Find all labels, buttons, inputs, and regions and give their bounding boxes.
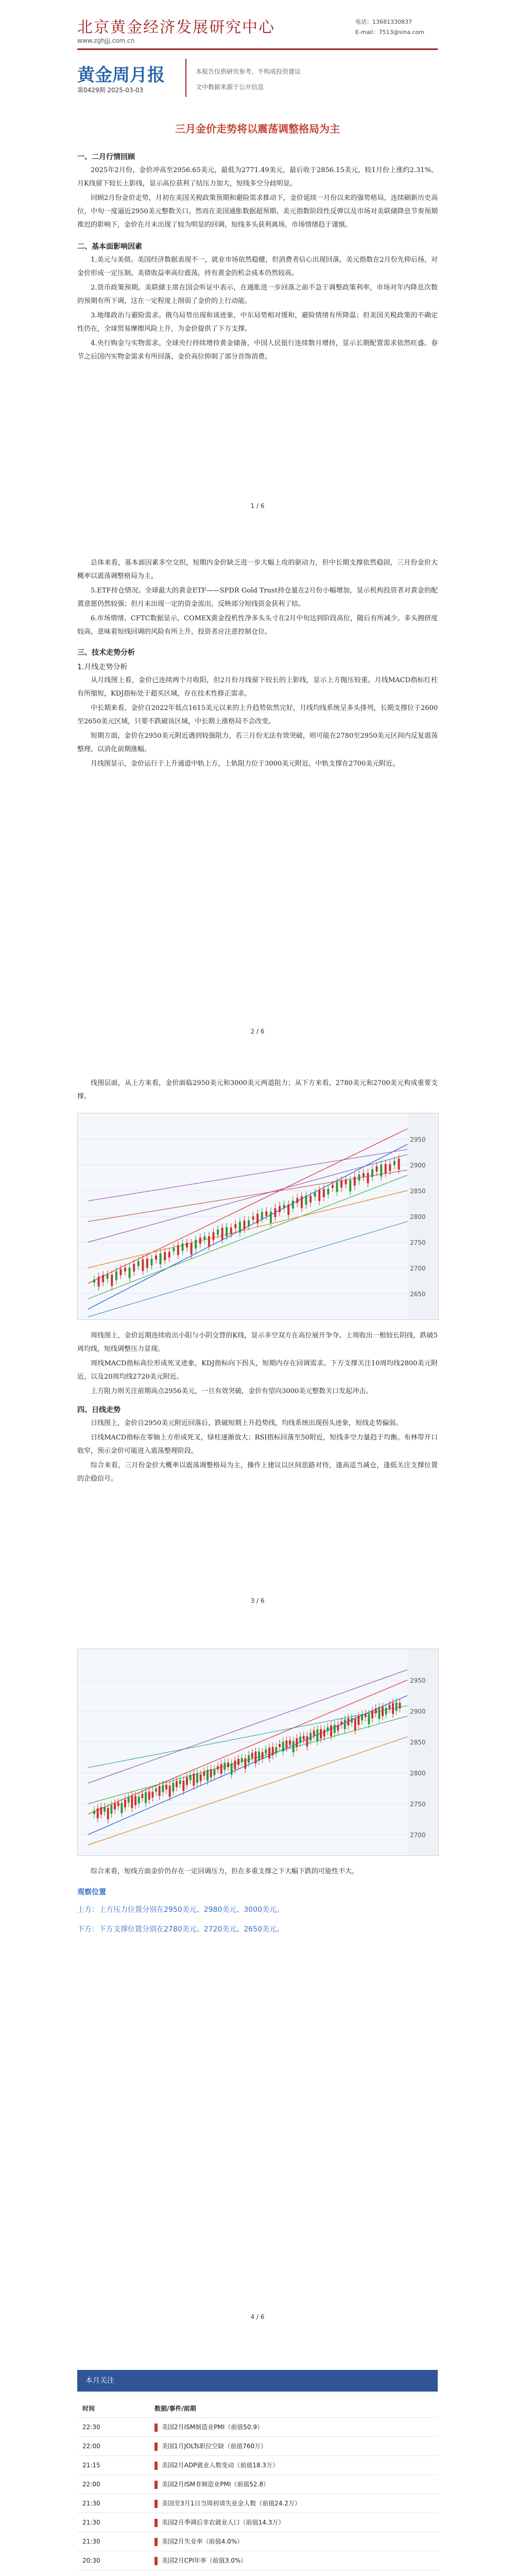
candle-body [230, 1227, 232, 1234]
calendar-time: 21:30 [77, 2532, 149, 2551]
paragraph: 2025年2月份，金价冲高至2956.65美元，最低为2771.49美元，最后收于2856.15美元，较1月份上涨约2.31%。月K线留下较长上影线，显示高位获利了结压力加大，短线多空分歧明显。 [77, 166, 438, 188]
calendar-row [77, 2494, 438, 2513]
candle-body [296, 1198, 298, 1203]
candle-body [351, 1718, 353, 1723]
paragraph: 回顾2月份金价走势，月初在美国关税政策预期和避险需求推动下，金价延续一月份以来的强势格局，连续刷新历史高位，中旬一度逼近2950美元整数关口。然而在美国通胀数据超预期、美元指数阶段性反弹以及市场对美联储降息节奏预期推迟的影响下，金价在月末出现了较为明显的回调，短线多头获利离场，市场情绪趋于谨慎。 [77, 194, 438, 229]
candle-body [199, 1238, 201, 1244]
candle-body [388, 1705, 390, 1709]
subsection-heading: 1.月线走势分析 [77, 663, 128, 671]
title-separator [185, 59, 186, 97]
candle-body [148, 1791, 150, 1800]
candle-body [332, 1185, 334, 1188]
candle-body [182, 1781, 184, 1791]
calendar-event: 美国2月季调后非农就业人口（前值14.3万） [149, 2513, 438, 2532]
header-divider [77, 48, 438, 50]
org-url[interactable]: www.zghjjj.com.cn [77, 37, 135, 44]
candle-body [285, 1740, 287, 1748]
calendar-row [77, 2418, 438, 2437]
svg-text:2850: 2850 [410, 1739, 426, 1746]
candle-body [251, 1753, 253, 1758]
candle-body [210, 1769, 212, 1777]
candle-body [243, 1221, 245, 1229]
section-heading: 三、技术走势分析 [77, 649, 135, 657]
candle-body [111, 1275, 113, 1286]
resistance-line [77, 1904, 438, 1914]
candle-body [279, 1206, 281, 1212]
calendar-row [77, 2532, 438, 2551]
calendar-row [77, 2570, 438, 2576]
candle-body [142, 1259, 144, 1271]
paragraph: 2.货币政策预期。美联储主席在国会听证中表示，在通胀进一步回落之前不急于调整政策利率，市场对年内降息次数的预期有所下调，这在一定程度上削弱了金价的上行动能。 [77, 284, 438, 305]
paragraph: 1.美元与美债。美国经济数据表现不一，就业市场依然稳健，但消费者信心出现回落，美元指数在2月份先抑后扬，对金价形成一定压制。美债收益率高位震荡，持有黄金的机会成本仍然较高。 [77, 256, 438, 277]
daily-chart-svg [78, 1649, 438, 1855]
candle-body [172, 1783, 174, 1791]
candle-body [323, 1189, 325, 1197]
calendar-time: 22:00 [77, 2475, 149, 2494]
report-title: 黄金周月报 [77, 65, 165, 86]
calendar-row [77, 2456, 438, 2475]
candle-body [256, 1214, 259, 1224]
candle-body [316, 1730, 318, 1741]
contact-phone: 电话：13681330837 [355, 19, 412, 25]
paragraph: 从月线图上看，金价已连续两个月收阳，但2月份月线留下较长的上影线，显示上方抛压较重。月线MACD指标红柱有所缩短，KDJ指标处于超买区域，存在技术性修正需求。 [77, 676, 438, 698]
importance-marker [154, 2462, 158, 2470]
candle-body [363, 1173, 365, 1177]
col-event: 数据/事件/前期 [149, 2399, 438, 2418]
candle-body [345, 1180, 347, 1184]
svg-text:2700: 2700 [410, 1265, 426, 1272]
section-heading: 一、二月行情回顾 [77, 153, 135, 161]
candle-body [389, 1164, 391, 1171]
candle-body [293, 1741, 295, 1752]
candle-body [97, 1808, 99, 1818]
calendar-table [77, 2399, 438, 2576]
paragraph: 上方阻力则关注前期高点2956美元，一旦有效突破，金价有望向3000美元整数关口发起冲击。 [91, 1387, 373, 1395]
svg-text:2900: 2900 [410, 1162, 426, 1169]
page-number: 1 / 6 [250, 502, 265, 510]
candle-body [190, 1775, 192, 1780]
candle-body [231, 1764, 233, 1775]
paragraph: 3.地缘政治与避险需求。俄乌局势出现和谈迹象，中东局势相对缓和，避险情绪有所降温；但美国关税政策的不确定性仍在，全球贸易摩擦风险上升，为金价提供了下方支撑。 [77, 312, 438, 333]
candle-body [396, 1702, 398, 1710]
candle-body [301, 1196, 303, 1208]
importance-marker [154, 2557, 158, 2565]
page-3-intro [77, 1077, 438, 1105]
candle-body [234, 1224, 236, 1228]
candle-body [398, 1159, 400, 1170]
candle-body [283, 1205, 285, 1208]
candle-body [272, 1747, 274, 1755]
candle-body [151, 1792, 153, 1798]
candle-body [141, 1794, 143, 1798]
candle-body [134, 1796, 136, 1805]
candle-body [354, 1719, 356, 1730]
candle-body [207, 1770, 209, 1781]
candle-body [93, 1280, 95, 1283]
calendar-time: 21:30 [77, 2513, 149, 2532]
candle-body [287, 1205, 289, 1215]
candle-body [160, 1253, 162, 1264]
calendar-event: 美国2月失业率（前值4.0%） [149, 2532, 438, 2551]
candle-body [150, 1259, 152, 1265]
svg-text:2950: 2950 [410, 1677, 426, 1684]
calendar-event: 美国2月ISM非制造业PMI（前值52.8） [149, 2475, 438, 2494]
candle-body [176, 1781, 178, 1787]
candle-body [282, 1742, 284, 1752]
candle-body [274, 1208, 276, 1217]
calendar-event: 美国2月ISM制造业PMI（前值50.9） [149, 2418, 438, 2437]
candle-body [248, 1755, 250, 1763]
candle-body [115, 1272, 117, 1280]
paragraph: 短期方面，金价在2950美元附近遇到较强阻力，若三月份无法有效突破，则可能在2780至2950美元区间内反复震荡整理，以消化前期涨幅。 [77, 732, 438, 753]
resistance-label: 上方： [77, 1906, 99, 1914]
page-number: 3 / 6 [250, 1597, 265, 1604]
calendar-row [77, 2513, 438, 2532]
candle-body [155, 1788, 157, 1791]
candle-body [371, 1169, 373, 1177]
page-3 [0, 1061, 515, 1618]
candle-body [357, 1716, 359, 1725]
candle-body [168, 1252, 170, 1258]
candle-body [107, 1274, 109, 1279]
paragraph: 6.市场情绪。CFTC数据显示，COMEX黄金投机性净多头头寸在2月中旬达到阶段高位，随后有所减少。多头拥挤度较高，意味着短线回调的风险有所上升，投资者应注意控制仓位。 [77, 615, 438, 636]
candle-body [131, 1796, 133, 1808]
candle-body [314, 1193, 316, 1197]
calendar-row [77, 2437, 438, 2456]
candle-body [239, 1222, 241, 1232]
candle-body [378, 1707, 380, 1719]
candle-body [145, 1792, 147, 1803]
candle-body [200, 1774, 202, 1781]
col-time: 时间 [77, 2399, 149, 2418]
candle-body [292, 1201, 294, 1209]
disclaimer-1: 本报告仅供研究参考，不构成投资建议 [196, 68, 301, 75]
candle-body [299, 1737, 301, 1743]
candle-body [117, 1803, 119, 1806]
candle-body [265, 1750, 267, 1754]
calendar-time: 22:00 [77, 2437, 149, 2456]
candle-body [124, 1268, 126, 1272]
candle-body [367, 1173, 369, 1183]
candle-body [121, 1803, 123, 1813]
weekly-candlestick-chart [77, 1113, 439, 1320]
calendar-table-wrap [77, 2399, 438, 2576]
paragraph: 综合来看，短线方面金价仍存在一定回调压力，但在多重支撑之下大幅下跌的可能性不大。 [91, 1868, 359, 1875]
candle-body [306, 1736, 308, 1747]
org-name: 北京黄金经济发展研究中心 [77, 19, 275, 37]
daily-candlestick-chart [77, 1649, 439, 1856]
paragraph: 周线图上，金价近期连续收出小阳与小阴交替的K线，显示多空双方在高位展开争夺。上周收出一根较长阴线，跌破5周均线，短线调整压力显现。 [77, 1332, 438, 1353]
candle-body [221, 1228, 224, 1240]
calendar-header-row [77, 2399, 438, 2418]
candle-body [337, 1725, 339, 1731]
candle-body [392, 1703, 394, 1714]
candle-body [162, 1785, 164, 1792]
calendar-event: 美国2月CPI年率（前值3.0%） [149, 2551, 438, 2570]
paragraph: 4.央行购金与实物需求。全球央行持续增持黄金储备，中国人民银行连续数月增持，显示长期配置需求依然旺盛。春节之后国内实物金需求有所回落，金价高位抑制了部分首饰消费。 [77, 340, 438, 361]
candle-body [289, 1740, 291, 1745]
candle-body [310, 1733, 312, 1740]
candle-body [244, 1758, 246, 1769]
importance-marker [154, 2500, 158, 2508]
candle-body [361, 1714, 363, 1720]
candle-body [100, 1807, 102, 1815]
candle-body [323, 1730, 325, 1737]
svg-text:2800: 2800 [410, 1213, 426, 1221]
candle-body [270, 1212, 272, 1223]
page-4 [0, 1628, 515, 2339]
candle-body [234, 1760, 236, 1769]
candle-body [265, 1211, 267, 1216]
importance-marker [154, 2424, 158, 2432]
candle-body [261, 1212, 263, 1219]
page-2 [0, 536, 515, 1051]
support-text: 下方支撑位置分别在2780美元、2720美元、2650美元。 [99, 1925, 284, 1934]
candle-body [195, 1240, 197, 1248]
svg-text:2800: 2800 [410, 1770, 426, 1777]
section-heading: 二、基本面影响因素 [77, 243, 142, 251]
page-5 [0, 2349, 515, 2576]
candle-body [320, 1729, 322, 1738]
candle-body [254, 1752, 256, 1764]
candle-body [344, 1719, 346, 1729]
candle-body [213, 1770, 215, 1775]
candle-body [313, 1731, 315, 1736]
candle-body [191, 1243, 193, 1255]
candle-body [124, 1800, 126, 1807]
candle-body [102, 1275, 104, 1282]
candle-body [336, 1182, 338, 1192]
candle-body [347, 1718, 349, 1725]
paragraph: 线图层面，从上方来看，金价面临2950美元和3000美元两道阻力；从下方来看，2780美元和2700美元构成重要支撑。 [77, 1079, 438, 1100]
page-number: 2 / 6 [250, 1028, 265, 1035]
support-line [77, 1924, 438, 1934]
resistance-text: 上方压力位置分别在2950美元、2980美元、3000美元。 [99, 1906, 284, 1914]
candle-body [382, 1707, 384, 1716]
disclaimer-2: 文中数据来源于公开信息 [196, 83, 264, 91]
paragraph: 日线MACD指标在零轴上方形成死叉，绿柱逐渐放大；RSI指标回落至50附近，短线多空力量趋于均衡。布林带开口收窄，预示金价可能进入震荡整理阶段。 [77, 1434, 438, 1455]
candle-body [179, 1781, 181, 1784]
candle-body [279, 1744, 281, 1747]
candle-body [196, 1774, 198, 1783]
candle-body [181, 1244, 183, 1251]
candle-body [128, 1798, 130, 1803]
candle-body [173, 1248, 175, 1251]
candle-body [393, 1161, 396, 1165]
candle-body [164, 1252, 166, 1260]
candle-body [268, 1748, 270, 1758]
candle-body [114, 1803, 116, 1809]
calendar-band: 本月关注 [77, 2370, 438, 2392]
svg-text:2900: 2900 [410, 1708, 426, 1715]
page-2-body [77, 556, 438, 772]
candle-body [165, 1785, 167, 1789]
candle-body [241, 1758, 243, 1761]
candle-body [349, 1180, 351, 1191]
calendar-time: 20:30 [77, 2551, 149, 2570]
candle-body [310, 1196, 312, 1202]
candle-body [327, 1727, 329, 1731]
candle-body [159, 1786, 161, 1796]
candle-body [186, 1777, 188, 1785]
calendar-event: 美国至3月1日当周初请失业金人数（前值24.2万） [149, 2494, 438, 2513]
candle-body [119, 1269, 122, 1275]
calendar-time [77, 2570, 149, 2576]
candle-body [237, 1759, 239, 1765]
page-1 [0, 0, 515, 526]
candle-body [93, 1811, 95, 1814]
paragraph: 5.ETF持仓情况。全球最大的黄金ETF——SPDR Gold Trust持仓量在2月份小幅增加，显示机构投资者对黄金的配置意愿仍然较强；但月末出现一定的资金流出，反映部分短线资金获利了结。 [77, 587, 438, 608]
candle-body [371, 1710, 373, 1718]
candle-body [330, 1725, 332, 1736]
candle-body [110, 1805, 112, 1814]
candle-body [248, 1221, 250, 1226]
candle-body [169, 1786, 171, 1797]
candle-body [224, 1762, 226, 1770]
importance-marker [154, 2481, 158, 2489]
paragraph: 月线图显示，金价运行于上升通道中轨上方，上轨阻力位于3000美元附近，中轨支撑在2700美元附近。 [91, 760, 400, 768]
candle-body [376, 1166, 378, 1172]
importance-marker [154, 2538, 158, 2546]
candle-body [258, 1751, 260, 1760]
candle-body [327, 1189, 329, 1194]
candle-body [262, 1752, 264, 1759]
calendar-time: 22:30 [77, 2418, 149, 2437]
candle-body [354, 1177, 356, 1185]
calendar-row [77, 2551, 438, 2570]
candle-body [375, 1708, 377, 1714]
candle-body [98, 1277, 100, 1286]
page-number: 4 / 6 [250, 2313, 265, 2320]
paragraph: 中长期来看，金价自2022年低点1615美元以来的上升趋势依然完好，月线均线系统呈多头排列，长期支撑位于2600至2650美元区域，只要不跌破该区域，中长期上涨格局不会改变。 [77, 704, 438, 725]
candle-body [193, 1774, 195, 1786]
candle-body [365, 1714, 367, 1717]
candle-body [380, 1165, 382, 1177]
paragraph: 总体来看，基本面因素多空交织，短期内金价缺乏进一步大幅上攻的驱动力，但中长期支撑依然稳固，三月份金价大概率以震荡调整格局为主。 [77, 559, 438, 580]
candle-body [252, 1216, 254, 1219]
article-title: 三月金价走势将以震荡调整格局为主 [175, 123, 340, 135]
svg-text:2700: 2700 [410, 1832, 426, 1839]
calendar-time: 21:30 [77, 2494, 149, 2513]
calendar-time: 21:15 [77, 2456, 149, 2475]
calendar-row [77, 2475, 438, 2494]
candle-body [129, 1267, 131, 1278]
section-heading: 四、日线走势 [77, 1406, 121, 1414]
candle-body [303, 1736, 305, 1739]
candle-body [217, 1229, 219, 1234]
candle-body [217, 1766, 219, 1769]
candle-body [358, 1175, 360, 1181]
candle-body [107, 1808, 109, 1819]
weekly-chart-svg [78, 1113, 438, 1319]
candle-body [138, 1797, 140, 1803]
views-title: 观察位置 [77, 1888, 106, 1896]
candle-body [275, 1747, 277, 1753]
candle-body [133, 1264, 135, 1272]
paragraph: 周线MACD指标高位形成死叉迹象，KDJ指标向下拐头，短期内存在回调需求。下方支撑关注10周均线2800美元附近，以及20周均线2720美元附近。 [77, 1360, 438, 1381]
page-1-body [77, 147, 438, 365]
calendar-event: 美国2月ADP就业人数变动（前值18.3万） [149, 2456, 438, 2475]
page-3-body [77, 1329, 438, 1487]
candle-body [155, 1256, 157, 1260]
contact-email: E-mail：7513@sina.com [355, 29, 424, 36]
candle-body [146, 1259, 148, 1268]
candle-body [208, 1236, 210, 1246]
candle-body [318, 1190, 320, 1201]
candle-body [226, 1227, 228, 1236]
support-label: 下方： [77, 1925, 99, 1934]
candle-body [203, 1772, 205, 1776]
candle-body [203, 1236, 205, 1240]
candle-body [296, 1738, 298, 1747]
svg-text:2850: 2850 [410, 1188, 426, 1195]
candle-body [227, 1762, 229, 1767]
svg-text:2750: 2750 [410, 1801, 426, 1808]
candle-body [186, 1243, 188, 1247]
importance-marker [154, 2519, 158, 2527]
svg-text:2750: 2750 [410, 1239, 426, 1246]
candle-body [138, 1261, 140, 1266]
candle-body [368, 1714, 370, 1724]
page-4-body [77, 1865, 438, 1934]
paragraph: 日线图上，金价自2950美元附近回落后，跌破短期上升趋势线，均线系统出现拐头迹象，短线走势偏弱。 [91, 1419, 403, 1427]
calendar-event: 美国1月JOLTs职位空缺（前值760万） [149, 2437, 438, 2456]
candle-body [385, 1164, 387, 1173]
candle-body [177, 1245, 179, 1255]
svg-text:2650: 2650 [410, 1291, 426, 1298]
candle-body [305, 1195, 307, 1205]
paragraph: 综合来看，三月份金价大概率以震荡调整格局为主，操作上建议以区间思路对待，逢高适当减仓，逢低关注支撑位置的企稳信号。 [77, 1462, 438, 1483]
candle-body [385, 1708, 387, 1715]
candle-body [104, 1807, 106, 1811]
importance-marker [154, 2443, 158, 2451]
candle-body [340, 1722, 342, 1725]
candle-body [334, 1725, 336, 1733]
candle-body [340, 1180, 342, 1188]
candle-body [220, 1764, 222, 1774]
candle-body [212, 1232, 214, 1240]
issue-no: 第0429期 2025-03-03 [77, 87, 144, 94]
calendar-event [149, 2570, 438, 2576]
svg-text:2950: 2950 [410, 1136, 426, 1143]
candle-body [399, 1703, 401, 1708]
